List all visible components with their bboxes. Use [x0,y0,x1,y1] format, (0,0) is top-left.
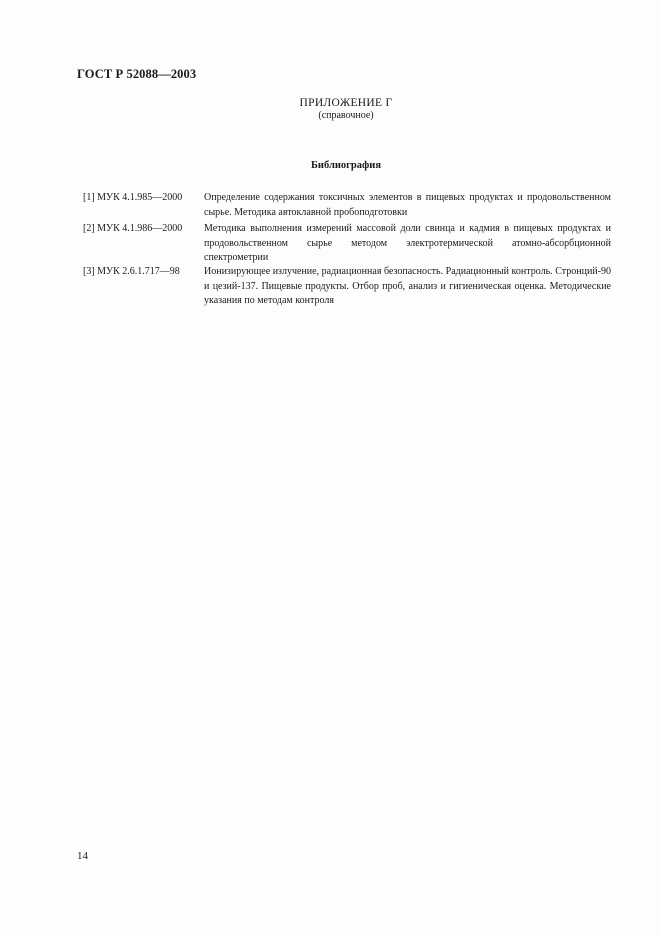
entry-reference-code: [3] МУК 2.6.1.717—98 [83,266,180,277]
entry-description: Методика выполнения измерений массовой доли свинца и кадмия в пищевых продуктах и продовольственном сырье методом электротермической атомно-абсорбционной спектрометрии [204,223,611,263]
bibliography-heading: Библиография [310,160,382,171]
entry-description: Определение содержания токсичных элементов в пищевых продуктах и продовольственном сырье. Методика автоклавной пробоподготовки [204,192,611,218]
entry-reference-code: [2] МУК 4.1.986—2000 [83,223,183,234]
page-number: 14 [77,850,88,862]
appendix-subtitle: (справочное) [318,110,374,121]
entry-description: Ионизирующее излучение, радиационная безопасность. Радиационный контроль. Стронций-90 и цезий-137. Пищевые продукты. Отбор проб, анализ и гигиеническая оценка. Методические указания по методам контроля [204,266,611,306]
appendix-title: ПРИЛОЖЕНИЕ Г [299,97,393,109]
standard-designation: ГОСТ Р 52088—2003 [77,67,197,81]
entry-reference-code: [1] МУК 4.1.985—2000 [83,192,183,203]
